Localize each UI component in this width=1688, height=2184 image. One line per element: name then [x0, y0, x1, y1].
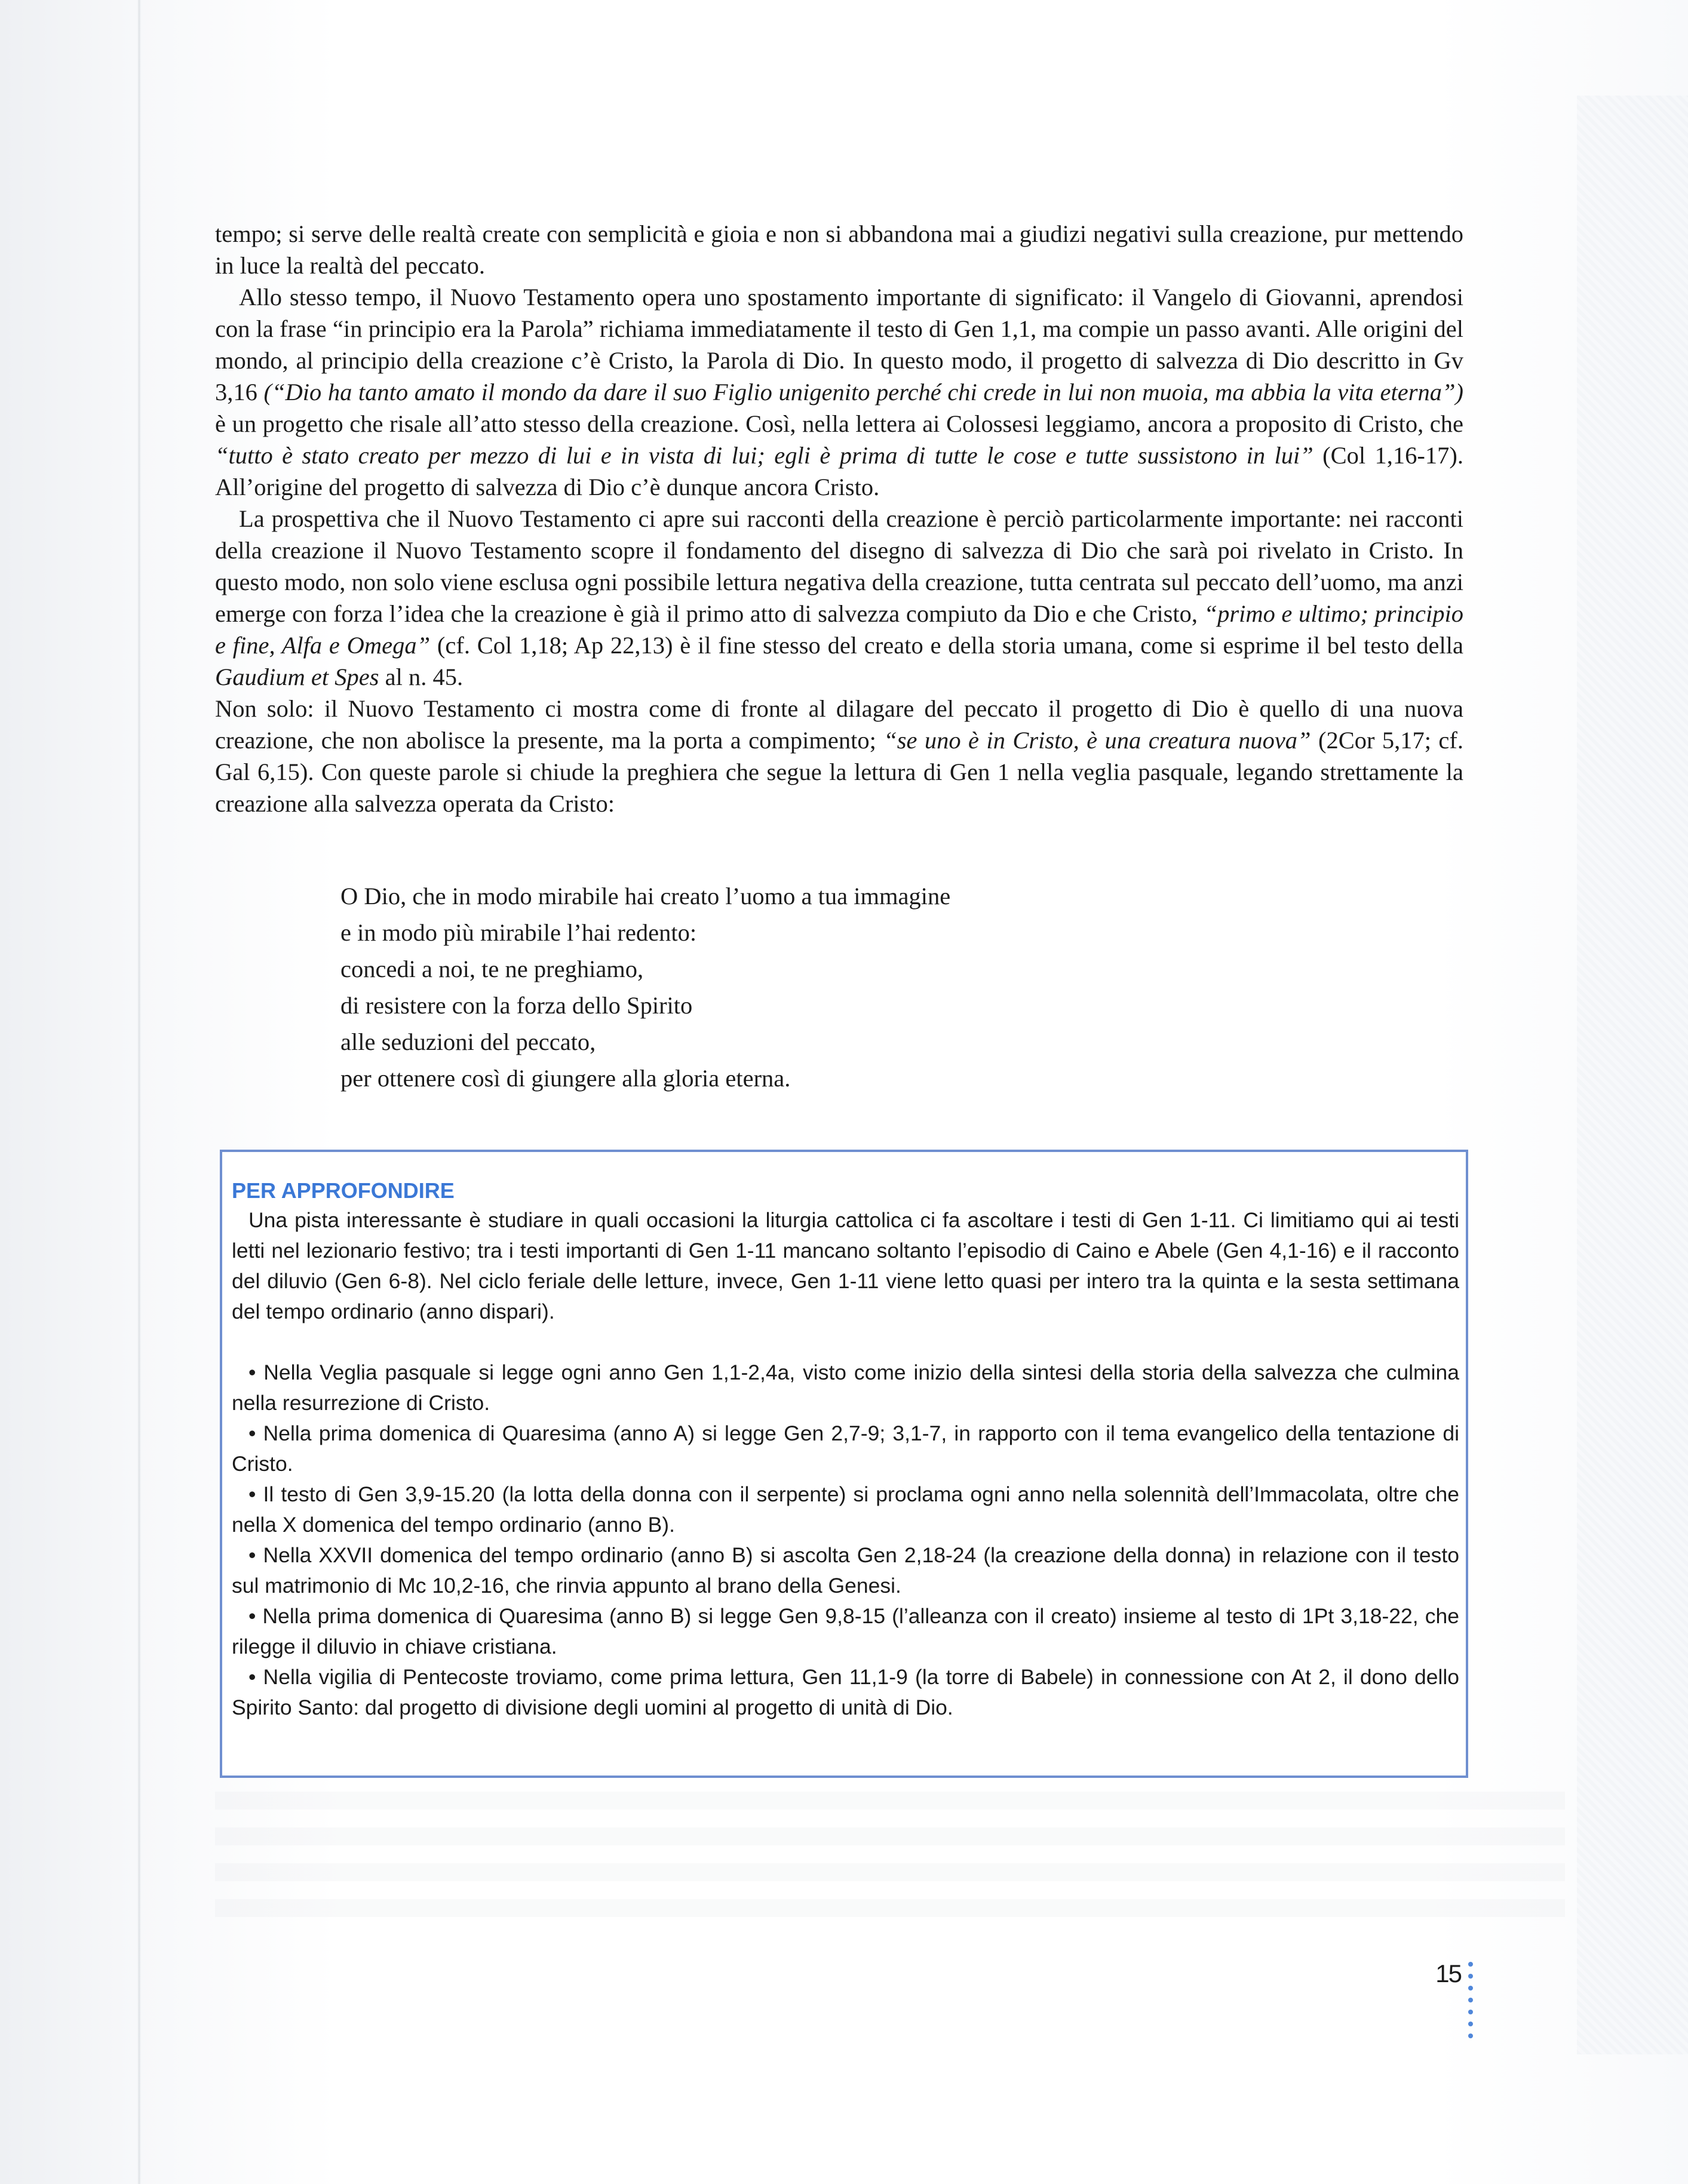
box-bullet: • Nella Veglia pasquale si legge ogni anno Gen 1,1-2,4a, visto come inizio della sintesi della storia della salvezza che culmina nella resurrezione di Cristo.: [232, 1360, 1459, 1415]
quote-col-1-16: “tutto è stato creato per mezzo di lui e in vista di lui; egli è prima di tutte le cose e tutte sussistono in lui”: [215, 442, 1313, 469]
box-spacer: [232, 1327, 1459, 1357]
paragraph-2-text-a: Allo stesso tempo, il Nuovo Testamento opera uno spostamento importante di significato: il Vangelo di Giovanni, aprendosi con la frase “in principio era la Parola” richiama immediatamente il testo di Gen 1,1, ma compie un passo avanti. Alle origini del mondo, al principio della creazione c’è Cristo, la Parola di Dio. In questo modo, il progetto di salvezza di Dio descritto in Gv 3,16: [215, 284, 1463, 406]
approfondire-content: [232, 1177, 1459, 1723]
main-text: [215, 218, 1463, 819]
paragraph-1-text: tempo; si serve delle realtà create con semplicità e gioia e non si abbandona mai a giudizi negativi sulla creazione, pur mettendo in luce la realtà del peccato.: [215, 220, 1463, 279]
show-through-text: [215, 1792, 1565, 1923]
paragraph-3-text-a: La prospettiva che il Nuovo Testamento ci apre sui racconti della creazione è perciò particolarmente importante: nei racconti della creazione il Nuovo Testamento scopre il fondamento del disegno di salvezza di Dio che sarà poi rivelato in Cristo. In questo modo, non solo viene esclusa ogni possibile lettura negativa della creazione, tutta centrata sul peccato dell’uomo, ma anzi emerge con forza l’idea che la creazione è già il primo atto di salvezza compiuto da Dio e che Cristo,: [215, 505, 1463, 627]
prayer-line: di resistere con la forza dello Spirito: [340, 992, 693, 1019]
prayer-block: [340, 878, 1296, 1096]
prayer-line: concedi a noi, te ne preghiamo,: [340, 956, 644, 982]
paragraph-2-text-c: (Col 1,16-17). All’origine del progetto di salvezza di Dio c’è dunque ancora Cristo.: [215, 442, 1463, 500]
dot-ornament: [1468, 2022, 1473, 2026]
prayer-line: e in modo più mirabile l’hai redento:: [340, 919, 697, 946]
paragraph-4-text-b: (2Cor 5,17; cf. Gal 6,15). Con queste parole si chiude la preghiera che segue la lettura di Gen 1 nella veglia pasquale, legando strettamente la creazione alla salvezza operata da Cristo:: [215, 727, 1463, 817]
quote-gv-3-16: (“Dio ha tanto amato il mondo da dare il suo Figlio unigenito perché chi crede in lui non muoia, ma abbia la vita eterna”): [263, 379, 1463, 406]
box-bullet: • Nella prima domenica di Quaresima (anno A) si legge Gen 2,7-9; 3,1-7, in rapporto con il tema evangelico della tentazione di Cristo.: [232, 1421, 1459, 1476]
paragraph-2: [215, 281, 1463, 503]
dot-ornament: [1468, 1998, 1473, 2002]
paragraph-2-text-b: è un progetto che risale all’atto stesso della creazione. Così, nella lettera ai Colossesi leggiamo, ancora a proposito di Cristo, che: [215, 410, 1463, 437]
paragraph-4-text-a: Non solo: il Nuovo Testamento ci mostra come di fronte al dilagare del peccato il progetto di Dio è quello di una nuova creazione, che non abolisce la presente, ma la porta a compimento;: [215, 695, 1463, 754]
paragraph-4: [215, 693, 1463, 819]
page-number: 15: [1435, 1959, 1461, 1988]
paragraph-3: [215, 503, 1463, 693]
dot-ornament: [1468, 2034, 1473, 2038]
box-bullet: • Nella prima domenica di Quaresima (anno B) si legge Gen 9,8-15 (l’alleanza con il creato) insieme al testo di 1Pt 3,18-22, che rilegge il diluvio in chiave cristiana.: [232, 1604, 1459, 1658]
box-bullet: • Il testo di Gen 3,9-15.20 (la lotta della donna con il serpente) si proclama ogni anno nella solennità dell’Immacolata, oltre che nella X domenica del tempo ordinario (anno B).: [232, 1482, 1459, 1537]
page-edge-strip: [1577, 96, 1688, 2054]
prayer-line: alle seduzioni del peccato,: [340, 1028, 596, 1055]
paragraph-3-text-c: al n. 45.: [379, 664, 464, 690]
page-fold: [137, 0, 141, 2184]
box-intro: Una pista interessante è studiare in quali occasioni la liturgia cattolica ci fa ascoltare i testi di Gen 1-11. Ci limitiamo qui ai testi letti nel lezionario festivo; tra i testi importanti di Gen 1-11 mancano soltanto l’episodio di Caino e Abele (Gen 4,1-16) e il racconto del diluvio (Gen 6-8). Nel ciclo feriale delle letture, invece, Gen 1-11 viene letto quasi per intero tra la quinta e la sesta settimana del tempo ordinario (anno dispari).: [232, 1208, 1459, 1323]
dot-ornament: [1468, 2010, 1473, 2014]
quote-2cor-5-17: “se uno è in Cristo, è una creatura nuova”: [883, 727, 1311, 754]
prayer-line: per ottenere così di giungere alla gloria eterna.: [340, 1065, 791, 1092]
box-bullet: • Nella vigilia di Pentecoste troviamo, come prima lettura, Gen 11,1-9 (la torre di Babele) in connessione con At 2, il dono dello Spirito Santo: dal progetto di divisione degli uomini al progetto di unità di Dio.: [232, 1665, 1459, 1719]
prayer-line: O Dio, che in modo mirabile hai creato l’uomo a tua immagine: [340, 883, 951, 910]
paragraph-1: [215, 218, 1463, 281]
dot-ornament: [1468, 1986, 1473, 1991]
gaudium-et-spes-title: Gaudium et Spes: [215, 664, 379, 690]
page-number-dots: [1468, 1962, 1475, 2045]
dot-ornament: [1468, 1962, 1473, 1967]
box-title: PER APPROFONDIRE: [232, 1178, 455, 1203]
box-bullet: • Nella XXVII domenica del tempo ordinario (anno B) si ascolta Gen 2,18-24 (la creazione della donna) in relazione con il testo sul matrimonio di Mc 10,2-16, che rinvia appunto al brano della Genesi.: [232, 1543, 1459, 1598]
quote-alfa-omega: “primo e ultimo; principio e fine, Alfa e Omega”: [215, 600, 1463, 659]
paragraph-3-text-b: (cf. Col 1,18; Ap 22,13) è il fine stesso del creato e della storia umana, come si esprime il bel testo della: [430, 632, 1463, 659]
dot-ornament: [1468, 1974, 1473, 1979]
